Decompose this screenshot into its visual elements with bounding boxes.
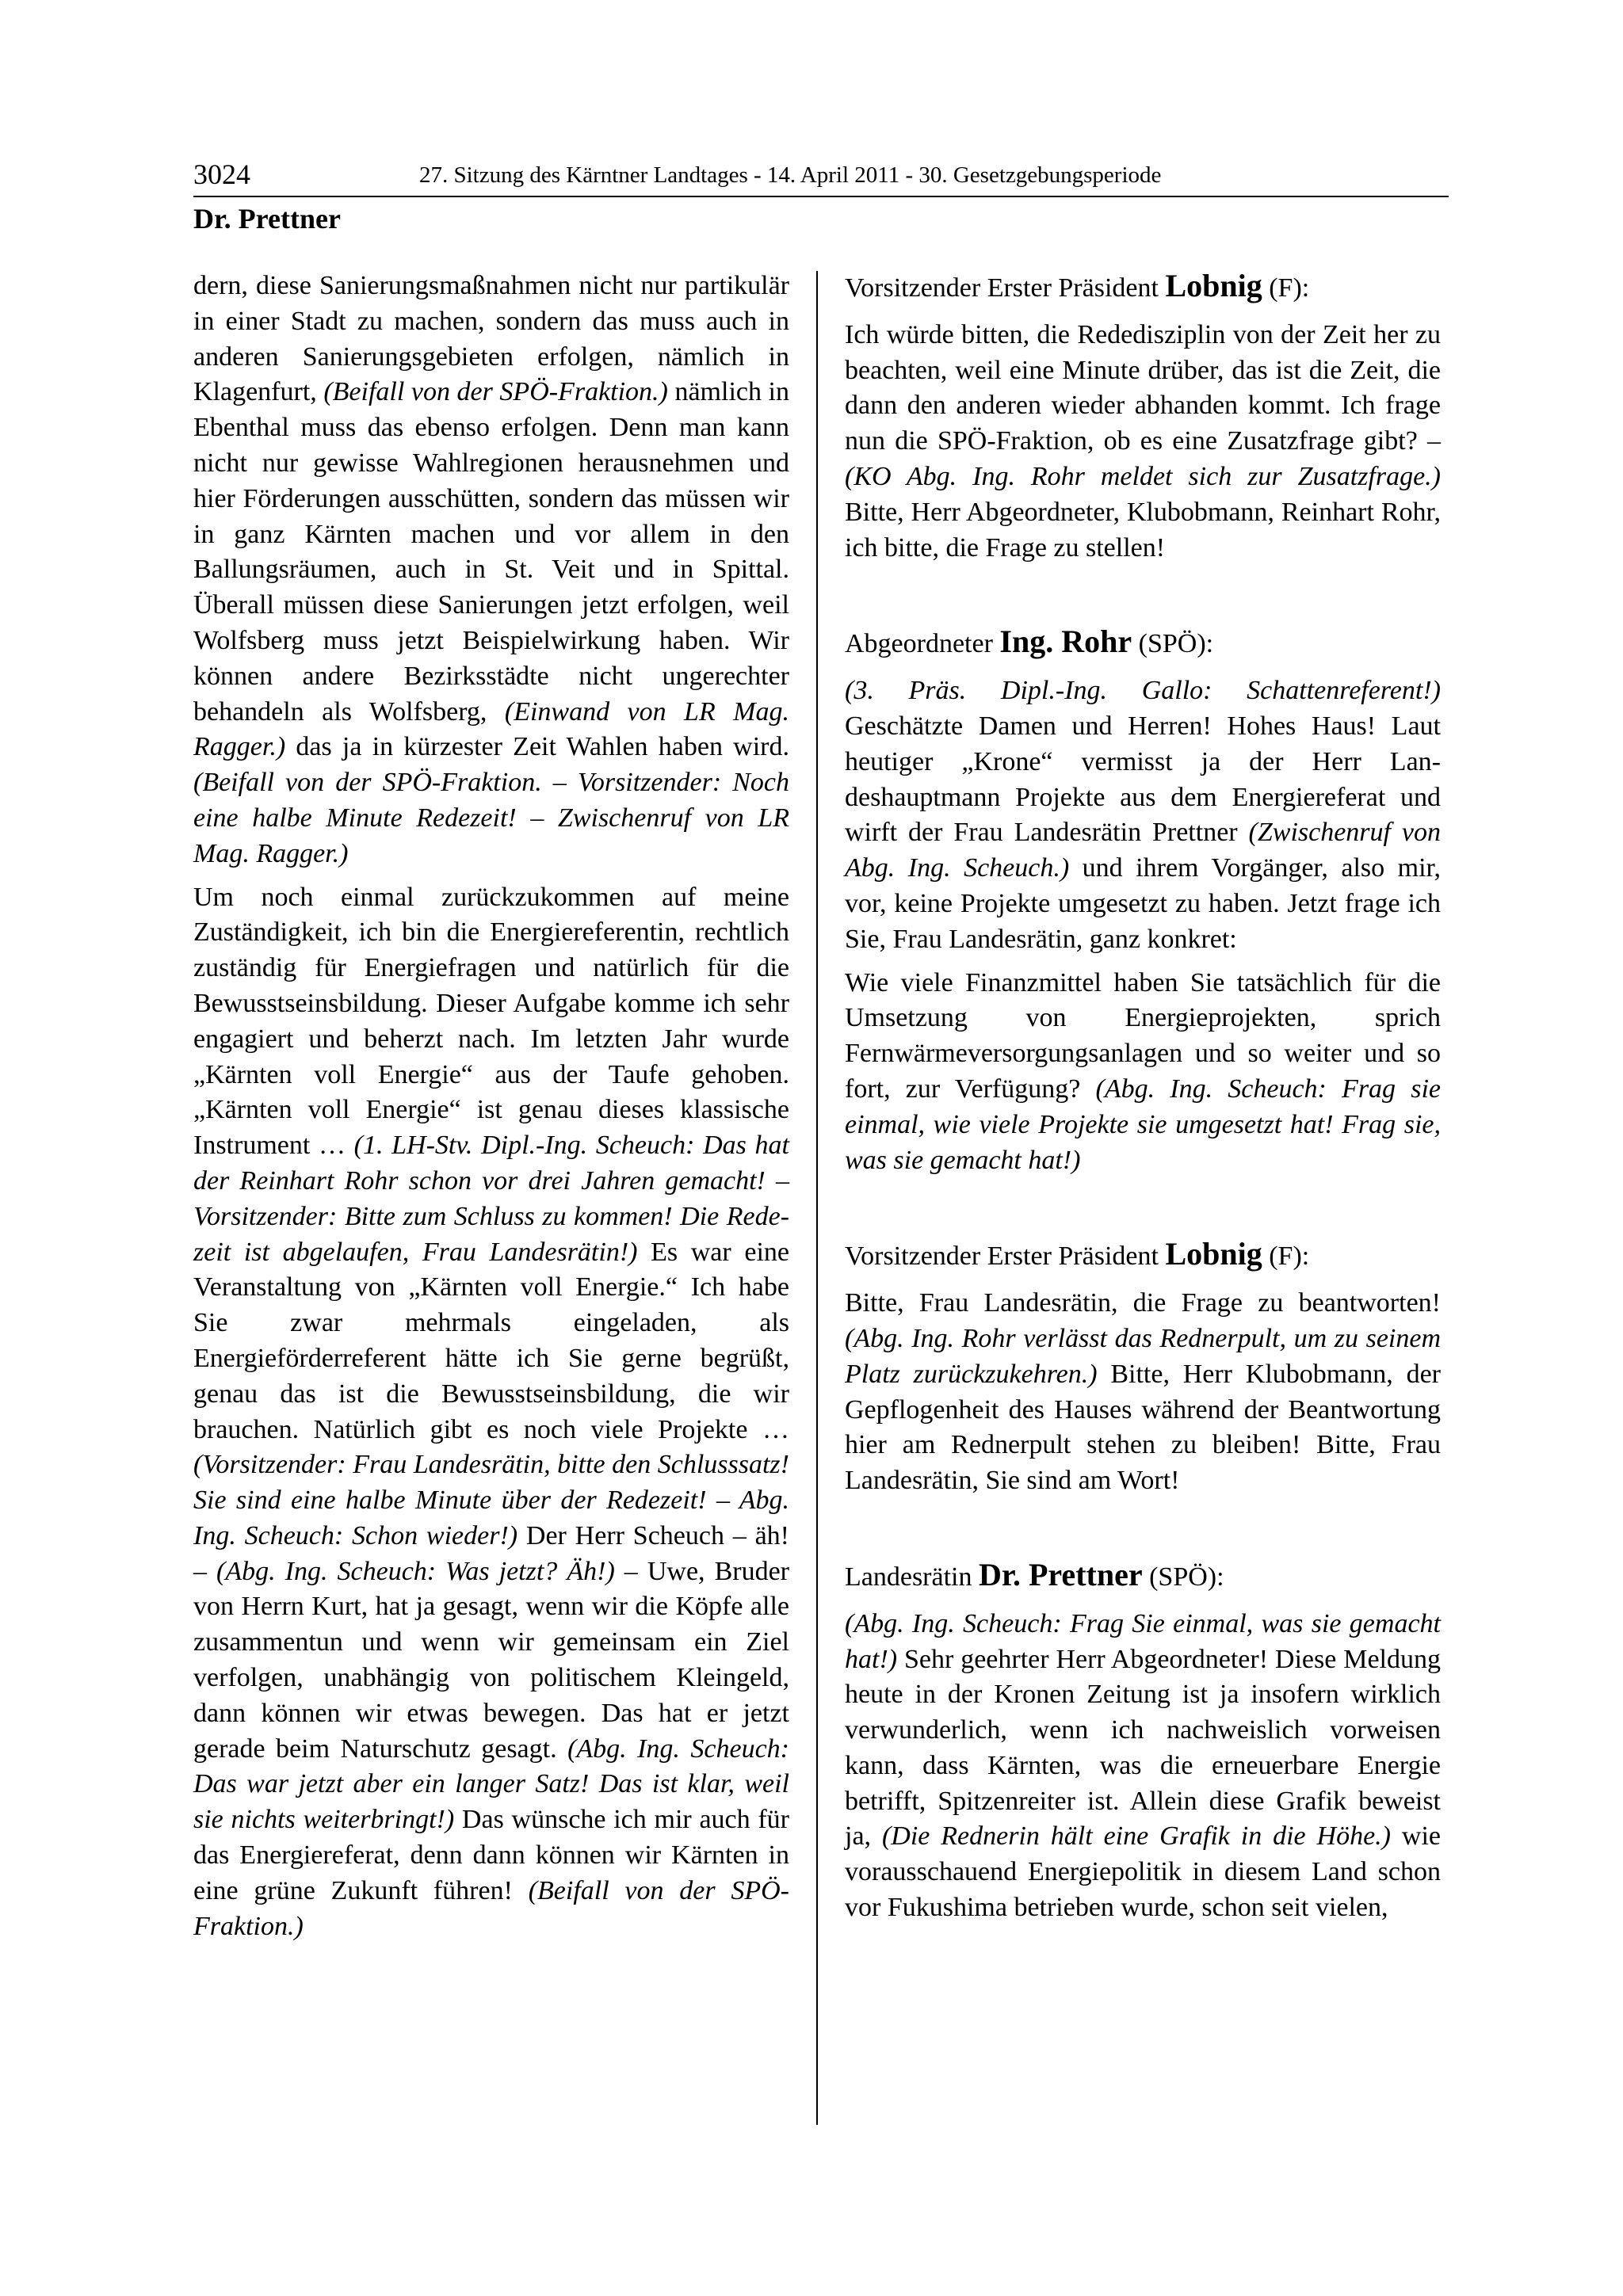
interjection: (KO Abg. Ing. Rohr meldet sich zur Zusatzfrage.) [845,461,1441,491]
speaker-party: (F): [1262,1241,1310,1272]
speaker-party: (SPÖ): [1142,1562,1224,1592]
left-column [193,269,789,1944]
speaker-line-rohr [845,624,1441,662]
text-run: Das wünsche ich mir auch für das Energiereferat, denn dann können wir Kärnten in eine grüne Zukunft führen! [193,1805,789,1905]
right-paragraph-4 [845,1286,1441,1499]
interjection: (Die Rednerin hält eine Grafik in die Höhe.) [881,1821,1392,1852]
right-paragraph-5 [845,1607,1441,1926]
text-run: Um noch einmal zurückzukommen auf meine Zuständigkeit, ich bin die Energiereferentin, rechtlich zuständig für Energiefragen und natürlich für die Bewusstseinsbildung. Dieser Aufgabe komme ich sehr engagiert und beherzt nach. Im letzten Jahr wurde „Kärnten voll Energie“ aus der Taufe gehoben. „Kärnten voll Energie“ ist genau dieses klassische Instrument … [193,882,789,1161]
speaker-role: Vorsitzender Erster Präsident [845,1241,1166,1272]
interjection: (Abg. Ing. Rohr verlässt das Rednerpult, um zu seinem Platz zurückzukehren.) [845,1323,1441,1389]
right-column [845,269,1441,1926]
interjection: (Einwand von LR Mag. Ragger.) [193,696,790,762]
speaker-name: Ing. Rohr [999,624,1132,660]
speaker-party: (SPÖ): [1132,629,1214,659]
running-speaker: Dr. Prettner [193,203,341,235]
interjection: (Beifall von der SPÖ-Fraktion.) [323,377,668,407]
text-run: Bitte, Herr Abgeordneter, Klubobmann, Reinhart Rohr, ich bitte, die Frage zu stellen! [845,497,1441,563]
left-paragraph-1 [193,269,789,872]
text-run: – Uwe, Bruder von Herrn Kurt, hat ja gesagt, wenn wir die Köpfe alle zusammentun und wenn wir gemeinsam ein Ziel verfolgen, unabhängig von politischem Kleingeld, dann können wir etwas bewegen. Das hat er jetzt gerade beim Naturschutz gesagt. [193,1556,789,1764]
text-run: nämlich in Ebenthal muss das ebenso erfolgen. Denn man kann nicht nur gewisse Wahlregionen herausnehmen und hier Förderungen ausschütten, sondern das müssen wir in ganz Kärnten machen und vor allem in den Ballungsräumen, auch in St. Veit und in Spittal. Überall müssen diese Sanierungen jetzt erfolgen, weil Wolfsberg muss jetzt Beispielwirkung haben. Wir können andere Bezirksstädte nicht ungerechter behandeln als Wolfsberg, [193,377,789,727]
right-paragraph-1 [845,318,1441,566]
right-paragraph-3 [845,966,1441,1179]
interjection: (Beifall von der SPÖ-Fraktion. – Vorsitzender: Noch eine halbe Minute Redezeit! – Zwischenruf von LR Mag. Ragger.) [193,768,789,868]
speaker-line-lobnig [845,269,1441,307]
text-run: wie vorausschauend Energiepolitik in diesem Land schon vor Fukushima betrieben wurde, schon seit vielen, [845,1821,1442,1923]
text-run: Bitte, Herr Klubobmann, der Gepflogenheit des Hauses während der Beantwortung hier am Rednerpult stehen zu bleiben! Bitte, Frau Landesrätin, Sie sind am Wort! [845,1359,1441,1496]
text-run: und ihrem Vorgänger, also mir, vor, keine Projekte umgesetzt zu haben. Jetzt frage ich Sie, Frau Landesrätin, ganz konkret: [845,853,1442,954]
text-run: dern, diese Sanierungsmaßnahmen nicht nur partikulär in einer Stadt zu machen, sondern das muss auch in anderen Sanierungsgebieten erfolgen, nämlich in Klagenfurt, [193,271,789,407]
interjection: (Abg. Ing. Scheuch: Frag Sie einmal, was sie gemacht hat!) [845,1608,1441,1674]
interjection: (1. LH-Stv. Dipl.-Ing. Scheuch: Das hat der Reinhart Rohr schon vor drei Jahren gemacht! – Vorsitzender: Bitte zum Schluss zu kommen! Die Redezeit ist abgelaufen, Frau Landesrätin!) [193,1131,789,1267]
text-run: das ja in kürzester Zeit Wahlen haben wird. [285,732,789,762]
speaker-name: Lobnig [1165,268,1262,303]
interjection: (Zwischenruf von Abg. Ing. Scheuch.) [845,818,1441,883]
text-run: Der Herr Scheuch – äh! – [193,1520,789,1586]
interjection: (Beifall von der SPÖ-Fraktion.) [193,1875,789,1941]
speaker-role: Abgeordneter [845,629,1000,659]
text-run: Es war eine Veranstaltung von „Kärnten voll Energie.“ Ich habe Sie zwar mehrmals eingeladen, als Energieförderreferent hätte ich Sie gerne begrüßt, genau das ist die Bewusstseinsbildung, die wir brauchen. Natürlich gibt es noch viele Projekte … [193,1237,789,1444]
page-number: 3024 [193,158,250,190]
speaker-role: Vorsitzender Erster Präsident [845,273,1166,303]
right-paragraph-2 [845,673,1441,957]
speaker-name: Dr. Prettner [979,1556,1143,1592]
header-rule [193,196,1449,197]
speaker-party: (F): [1262,273,1310,303]
speaker-line-prettner [845,1558,1441,1596]
interjection: (Vorsitzender: Frau Landesrätin, bitte den Schlusssatz! Sie sind eine halbe Minute über der Redezeit! – Abg. Ing. Scheuch: Schon wieder!) [193,1450,789,1550]
text-run: Wie viele Finanzmittel haben Sie tatsächlich für die Umsetzung von Energieprojekten, sprich Fernwärmeversorgungsanlagen und so weiter und so fort, zur Verfügung? [845,967,1441,1104]
speaker-name: Lobnig [1165,1236,1262,1272]
interjection: (Abg. Ing. Scheuch: Frag sie einmal, wie viele Projekte sie umgesetzt hat! Frag sie, was sie gemacht hat!) [845,1074,1441,1175]
speaker-line-lobnig-2 [845,1237,1441,1275]
interjection: (3. Präs. Dipl.-Ing. Gallo: Schattenreferent!) [845,676,1441,706]
speaker-role: Landesrätin [845,1562,979,1592]
column-divider [816,271,818,2125]
text-run: Bitte, Frau Landesrätin, die Frage zu beantworten! [845,1288,1441,1318]
interjection: (Abg. Ing. Scheuch: Was jetzt? Äh!) [216,1556,615,1586]
text-run: Ich würde bitten, die Rededisziplin von der Zeit her zu beachten, weil eine Minute drüber, das ist die Zeit, die dann den anderen wieder abhanden kommt. Ich frage nun die SPÖ-Fraktion, ob es eine Zusatzfrage gibt? – [845,319,1441,456]
running-title: 27. Sitzung des Kärntner Landtages - 14. April 2011 - 30. Gesetzgebungsperiode [419,162,1162,188]
text-run: Geschätzte Damen und Herren! Hohes Haus! Laut heutiger „Krone“ vermisst ja der Herr Landeshauptmann Projekte aus dem Energiereferat und wirft der Frau Landesrätin Prettner [845,711,1441,848]
interjection: (Abg. Ing. Scheuch: Das war jetzt aber ein langer Satz! Das ist klar, weil sie nichts weiterbringt!) [193,1733,789,1835]
left-paragraph-2 [193,880,789,1945]
text-run: Sehr geehrter Herr Abgeordneter! Diese Meldung heute in der Kronen Zeitung ist ja insofern wirklich verwunderlich, wenn ich nachweislich vorweisen kann, dass Kärnten, was die erneuerbare Energie betrifft, Spitzenreiter ist. Allein diese Grafik beweist ja, [845,1644,1441,1852]
